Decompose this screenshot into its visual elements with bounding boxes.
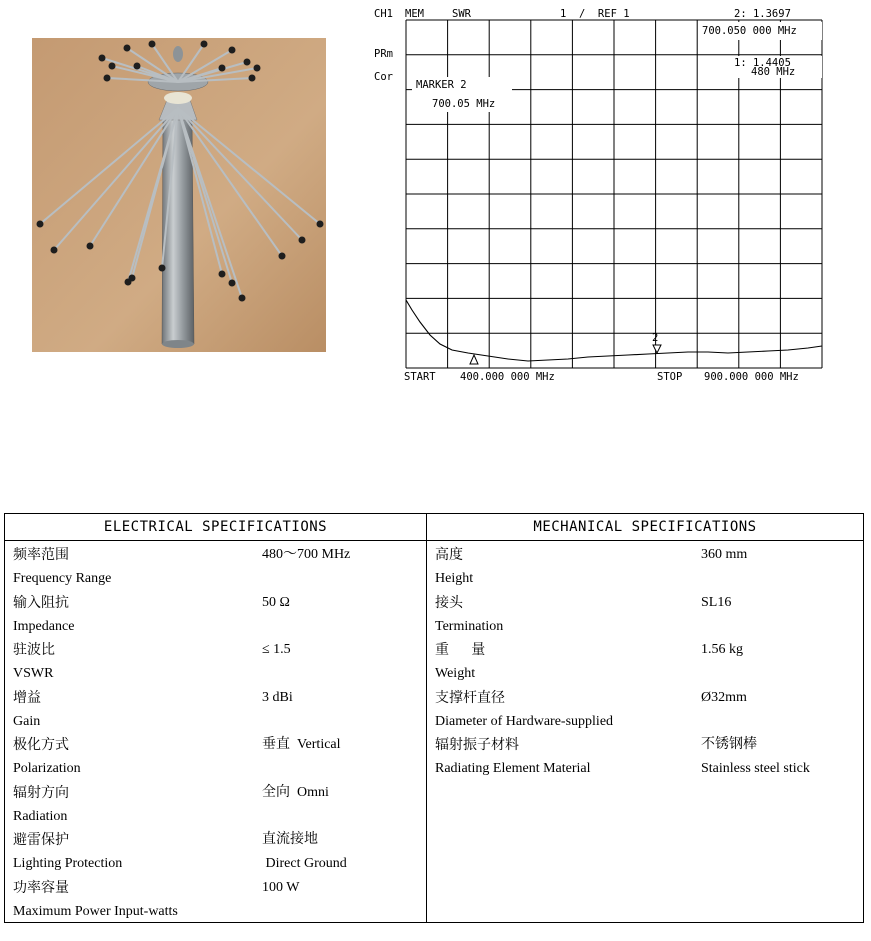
spec-row: [5, 734, 426, 782]
spec-label-cn: 极化方式: [13, 737, 69, 753]
spec-label-cn: 辐射方向: [13, 784, 69, 801]
marker-box-title: MARKER 2: [416, 79, 467, 91]
header-marker-readout: 2: 1.3697: [734, 8, 791, 20]
header-scale: 1 / REF 1: [560, 8, 630, 20]
spec-label-cn: 频率范围: [13, 547, 69, 563]
electrical-specifications: [5, 514, 427, 922]
electrical-title: ELECTRICAL SPECIFICATIONS: [5, 514, 426, 541]
spec-label-en: Gain: [13, 713, 41, 729]
spec-value: 不锈钢棒: [701, 737, 757, 752]
spec-label-en: Weight: [435, 666, 476, 681]
stop-label: STOP: [657, 371, 683, 383]
spec-label-en: Lighting Protection: [13, 856, 123, 871]
spec-value: 3 dBi: [262, 689, 293, 705]
spec-value: 100 W: [262, 879, 300, 895]
spec-row: [427, 734, 863, 782]
spec-label-en: Frequency Range: [13, 571, 112, 586]
spec-label-cn: 输入阻抗: [13, 594, 69, 611]
start-label: START: [404, 371, 436, 383]
spec-value: 直流接地: [262, 832, 318, 847]
spec-label-en: VSWR: [13, 666, 54, 681]
spec-row: [427, 544, 863, 592]
marker-box-value: 700.05 MHz: [432, 98, 496, 110]
spec-label-cn: 高度: [435, 547, 463, 563]
spec-label-cn: 驻波比: [13, 642, 55, 658]
spec-value: ≤ 1.5: [262, 642, 291, 657]
spec-row: [427, 687, 863, 735]
spec-row: [5, 829, 426, 877]
mechanical-title: MECHANICAL SPECIFICATIONS: [427, 514, 863, 541]
spec-label-en: Maximum Power Input-watts: [13, 903, 178, 919]
spec-row: [5, 639, 426, 687]
spec-row: [5, 877, 426, 925]
spec-value-en: Stainless steel stick: [701, 761, 810, 776]
header-mode: SWR: [452, 8, 471, 20]
spec-label-cn: 重 量: [435, 642, 486, 658]
side-label-cor: Cor: [374, 71, 393, 83]
spec-row: [427, 639, 863, 687]
spec-row: [5, 592, 426, 640]
mechanical-specifications: [427, 514, 863, 922]
spec-label-en: Radiating Element Material: [435, 761, 591, 776]
marker2-symbol: [652, 332, 661, 353]
spec-label-en: Diameter of Hardware-supplied: [435, 713, 614, 729]
spec-label-cn: 辐射振子材料: [435, 737, 519, 753]
marker1-freq: 480 MHz: [751, 66, 796, 78]
spec-row: [427, 592, 863, 640]
start-value: 400.000 000 MHz: [460, 371, 555, 383]
marker1-readout: 1: 1.4405: [734, 57, 791, 69]
spec-value: Ø32mm: [701, 689, 747, 705]
spec-value: 全向 Omni: [262, 784, 329, 800]
stop-value: 900.000 000 MHz: [704, 371, 799, 383]
spec-label-en: Impedance: [13, 618, 75, 634]
marker1-symbol: [470, 355, 478, 364]
spec-label-cn: 增益: [13, 689, 41, 706]
swr-plot: [368, 0, 838, 392]
spec-label-en: Polarization: [13, 761, 81, 776]
svg-text:2: 2: [652, 332, 659, 344]
spec-label-en: Radiation: [13, 808, 68, 824]
spec-label-cn: 功率容量: [13, 879, 69, 896]
specification-table: [4, 513, 864, 923]
spec-value-en: Direct Ground: [262, 856, 347, 871]
spec-label-cn: 支撑杆直径: [435, 689, 505, 706]
spec-label-en: Height: [435, 571, 474, 586]
header-channel: CH1: [374, 8, 393, 20]
antenna-photo: [32, 38, 326, 352]
spec-row: [5, 782, 426, 830]
spec-label-cn: 接头: [435, 594, 463, 611]
side-label-prm: PRm: [374, 48, 393, 60]
spec-label-en: Termination: [435, 618, 504, 634]
spec-value: 360 mm: [701, 547, 748, 562]
spec-value: 垂直 Vertical: [262, 737, 341, 752]
spec-value: 50 Ω: [262, 594, 290, 610]
header-mem: MEM: [405, 8, 424, 20]
spec-row: [5, 544, 426, 592]
spec-value: 480～700 MHz: [262, 547, 351, 562]
spec-row: [5, 687, 426, 735]
spec-value: 1.56 kg: [701, 642, 743, 657]
marker2-freq-readout: 700.050 000 MHz: [702, 25, 797, 37]
spec-value: SL16: [701, 594, 732, 610]
spec-label-cn: 避雷保护: [13, 832, 69, 848]
